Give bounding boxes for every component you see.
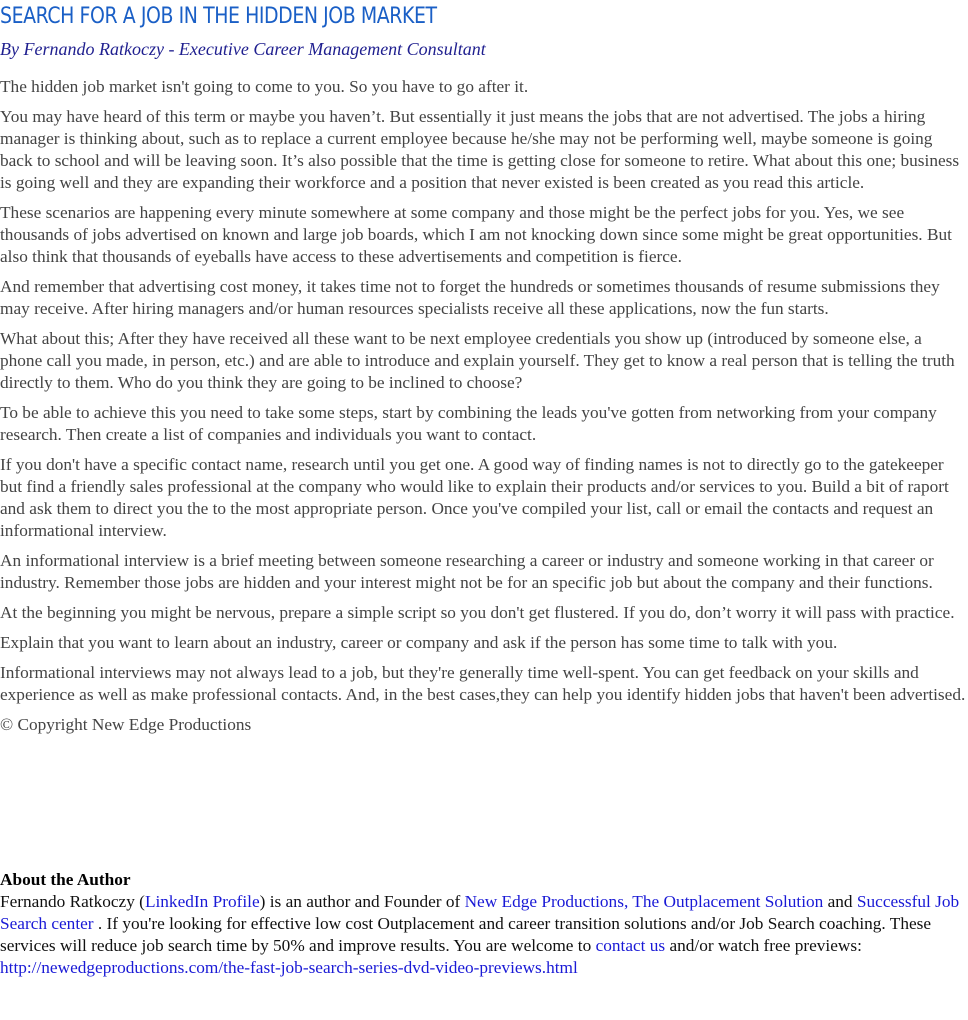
article-paragraph: These scenarios are happening every minute somewhere at some company and those might be the perfect jobs for you. Yes, we see thousands of jobs advertised on known and large job boards, which I am not knocking down since some might be great opportunities. But also think that thousands of eyeballs have access to these advertisements and competition is fierce. <box>0 203 952 266</box>
article-paragraph: To be able to achieve this you need to take some steps, start by combining the leads you've gotten from networking from your company research. Then create a list of companies and individuals you want to contact. <box>0 403 937 444</box>
article-body <box>0 76 968 744</box>
new-edge-productions-link[interactable]: New Edge Productions <box>464 892 624 911</box>
about-text-2: and <box>823 892 857 911</box>
article-paragraph: If you don't have a specific contact name, research until you get one. A good way of finding names is not to directly go to the gatekeeper but find a friendly sales professional at the company who would like to explain their products and/or services to you. Build a bit of raport and ask them to direct you the to the most appropriate person. Once you've compiled your list, call or email the contacts and request an informational interview. <box>0 455 949 540</box>
about-author-heading: About the Author <box>0 870 131 889</box>
about-text-4: and/or watch free previews: <box>665 936 862 955</box>
article-paragraph: And remember that advertising cost money, it takes time not to forget the hundreds or sometimes thousands of resume submissions they may receive. After hiring managers and/or human resources specialists receive all these applications, now the fun starts. <box>0 277 940 318</box>
article-paragraph: You may have heard of this term or maybe you haven’t. But essentially it just means the jobs that are not advertised. The jobs a hiring manager is thinking about, such as to replace a current employee because he/she may not be performing well, maybe someone is going back to school and will be leaving soon. It’s also possible that the time is getting close for someone to retire. What about this one; business is going well and they are expanding their workforce and a position that never existed is been created as you read this article. <box>0 107 960 192</box>
article-title: SEARCH FOR A JOB IN THE HIDDEN JOB MARKET <box>0 4 437 29</box>
contact-us-link[interactable]: contact us <box>595 936 666 955</box>
article-paragraph: An informational interview is a brief meeting between someone researching a career or industry and someone working in that career or industry. Remember those jobs are hidden and your interest might not be for an specific job but about the company and their functions. <box>0 551 934 592</box>
article-paragraph: At the beginning you might be nervous, prepare a simple script so you don't get flustered. If you do, don’t worry it will pass with practice. <box>0 603 955 622</box>
article-paragraph: Explain that you want to learn about an industry, career or company and ask if the person has some time to talk with you. <box>0 633 838 652</box>
successful-job-search-link[interactable]: Successful Job Search center <box>0 892 960 933</box>
about-text-3: . If you're looking for effective low cost Outplacement and career transition solutions and/or Job Search coaching. These services will reduce job search time by 50% and improve results. You are welcome to <box>0 914 932 955</box>
copyright-notice: © Copyright New Edge Productions <box>0 715 252 734</box>
about-author-text <box>0 891 968 979</box>
author-name-text: Fernando Ratkoczy ( <box>0 892 145 911</box>
about-author-section <box>0 869 968 979</box>
article-paragraph: The hidden job market isn't going to come to you. So you have to go after it. <box>0 77 529 96</box>
outplacement-solution-link[interactable]: The Outplacement Solution <box>632 892 824 911</box>
article-paragraph: What about this; After they have received all these want to be next employee credentials you show up (introduced by someone else, a phone call you made, in person, etc.) and are able to introduce and explain yourself. They get to know a real person that is telling the truth directly to them. Who do you think they are going to be inclined to choose? <box>0 329 955 392</box>
article-byline: By Fernando Ratkoczy - Executive Career Management Consultant <box>0 39 486 59</box>
video-previews-link[interactable]: http://newedgeproductions.com/the-fast-job-search-series-dvd-video-previews.html <box>0 958 578 977</box>
about-text-1: ) is an author and Founder of <box>259 892 465 911</box>
linkedin-profile-link[interactable]: LinkedIn Profile <box>144 892 260 911</box>
article-paragraph: Informational interviews may not always lead to a job, but they're generally time well-spent. You can get feedback on your skills and experience as well as make professional contacts. And, in the best cases,they can help you identify hidden jobs that haven't been advertised. <box>0 663 966 704</box>
about-comma: , <box>623 892 633 911</box>
